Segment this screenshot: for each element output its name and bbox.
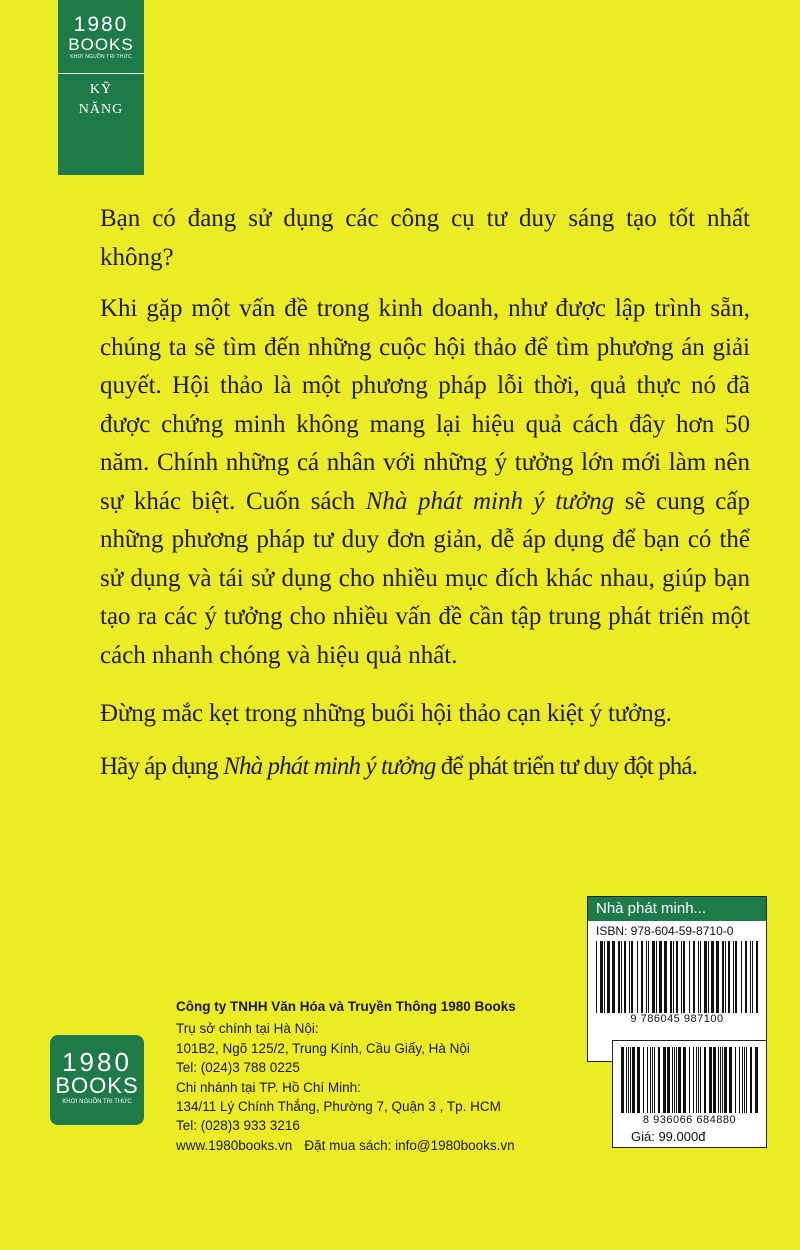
publisher-info — [176, 997, 596, 1155]
back-cover-blurb — [100, 200, 750, 786]
price-barcode-bars — [621, 1047, 759, 1113]
brand-logo-number: 1980 — [73, 13, 129, 36]
cta-book-title-italic: Nhà phát minh ý tưởng — [223, 752, 436, 780]
web-row — [176, 1136, 596, 1155]
blurb-question: Bạn có đang sử dụng các công cụ tư duy sáng tạo tốt nhất không? — [100, 205, 750, 271]
publisher-logo-number: 1980 — [62, 1047, 132, 1077]
isbn-number: ISBN: 978-604-59-8710-0 — [596, 924, 734, 938]
blurb-description — [100, 290, 750, 675]
publisher-logo — [50, 1035, 144, 1125]
publisher-name: Công ty TNHH Văn Hóa và Truyền Thông 1980 Books — [176, 999, 516, 1014]
branch-label: Chi nhánh tại TP. Hồ Chí Minh: — [176, 1079, 361, 1095]
tab-divider — [58, 73, 144, 74]
category-label-line1: KỸ — [89, 82, 113, 97]
hq-label: Trụ sở chính tại Hà Nội: — [176, 1021, 319, 1037]
book-title-italic: Nhà phát minh ý tưởng — [365, 487, 615, 515]
category-tab — [58, 0, 144, 175]
publisher-logo-word: BOOKS — [55, 1073, 139, 1098]
brand-logo-word: BOOKS — [68, 35, 134, 54]
category-label-line2: NĂNG — [78, 102, 124, 117]
website-link: www.1980books.vn — [176, 1137, 293, 1153]
cta-text-b: để phát triển tư duy đột phá. — [435, 752, 697, 780]
isbn-barcode-bars — [596, 941, 758, 1013]
blurb-description-text-b: sẽ cung cấp những phương pháp tư duy đơn giản, dễ áp dụng để bạn có thể sử dụng và tái sử dụng cho nhiều mục đích khác nhau, giúp bạn tạo ra các ý tưởng cho nhiều vấn đề cần tập trung phát triển một cách nhanh chóng và hiệu quả nhất. — [100, 487, 751, 669]
hq-tel: Tel: (024)3 788 0225 — [176, 1060, 300, 1076]
branch-tel: Tel: (028)3 933 3216 — [176, 1118, 300, 1134]
blurb-description-text-a: Khi gặp một vấn đề trong kinh doanh, như được lập trình sẵn, chúng ta sẽ tìm đến những cuộc hội thảo để tìm phương án giải quyết. Hội thảo là một phương pháp lỗi thời, quả thực nó đã được chứng minh không mang lại hiệu quả cách đây hơn 50 năm. Chính những cá nhân với những ý tưởng lớn mới làm nên sự khác biệt. Cuốn sách — [100, 295, 750, 515]
isbn-barcode-box — [587, 896, 767, 1062]
blurb-call-to-action — [100, 748, 750, 787]
publisher-logo-tagline: KHƠI NGUỒN TRI THỨC — [62, 1099, 132, 1105]
branch-address: 134/11 Lý Chính Thắng, Phường 7, Quận 3 , Tp. HCM — [176, 1099, 501, 1115]
price-label: Giá: 99.000đ — [631, 1129, 706, 1144]
isbn-barcode-digits: 9 786045 987100 — [630, 1013, 724, 1025]
cta-text-a: Hãy áp dụng — [100, 752, 224, 780]
order-email: Đặt mua sách: info@1980books.vn — [304, 1137, 515, 1153]
price-barcode-box — [612, 1040, 767, 1148]
barcode-book-title: Nhà phát minh... — [588, 897, 766, 921]
hq-address: 101B2, Ngõ 125/2, Trung Kính, Cầu Giấy, Hà Nội — [176, 1040, 470, 1056]
blurb-warning: Đừng mắc kẹt trong những buổi hội thảo cạn kiệt ý tưởng. — [100, 700, 672, 727]
price-barcode-digits: 8 936066 684880 — [642, 1114, 737, 1126]
brand-logo-tagline: KHƠI NGUỒN TRI THỨC — [70, 54, 132, 60]
